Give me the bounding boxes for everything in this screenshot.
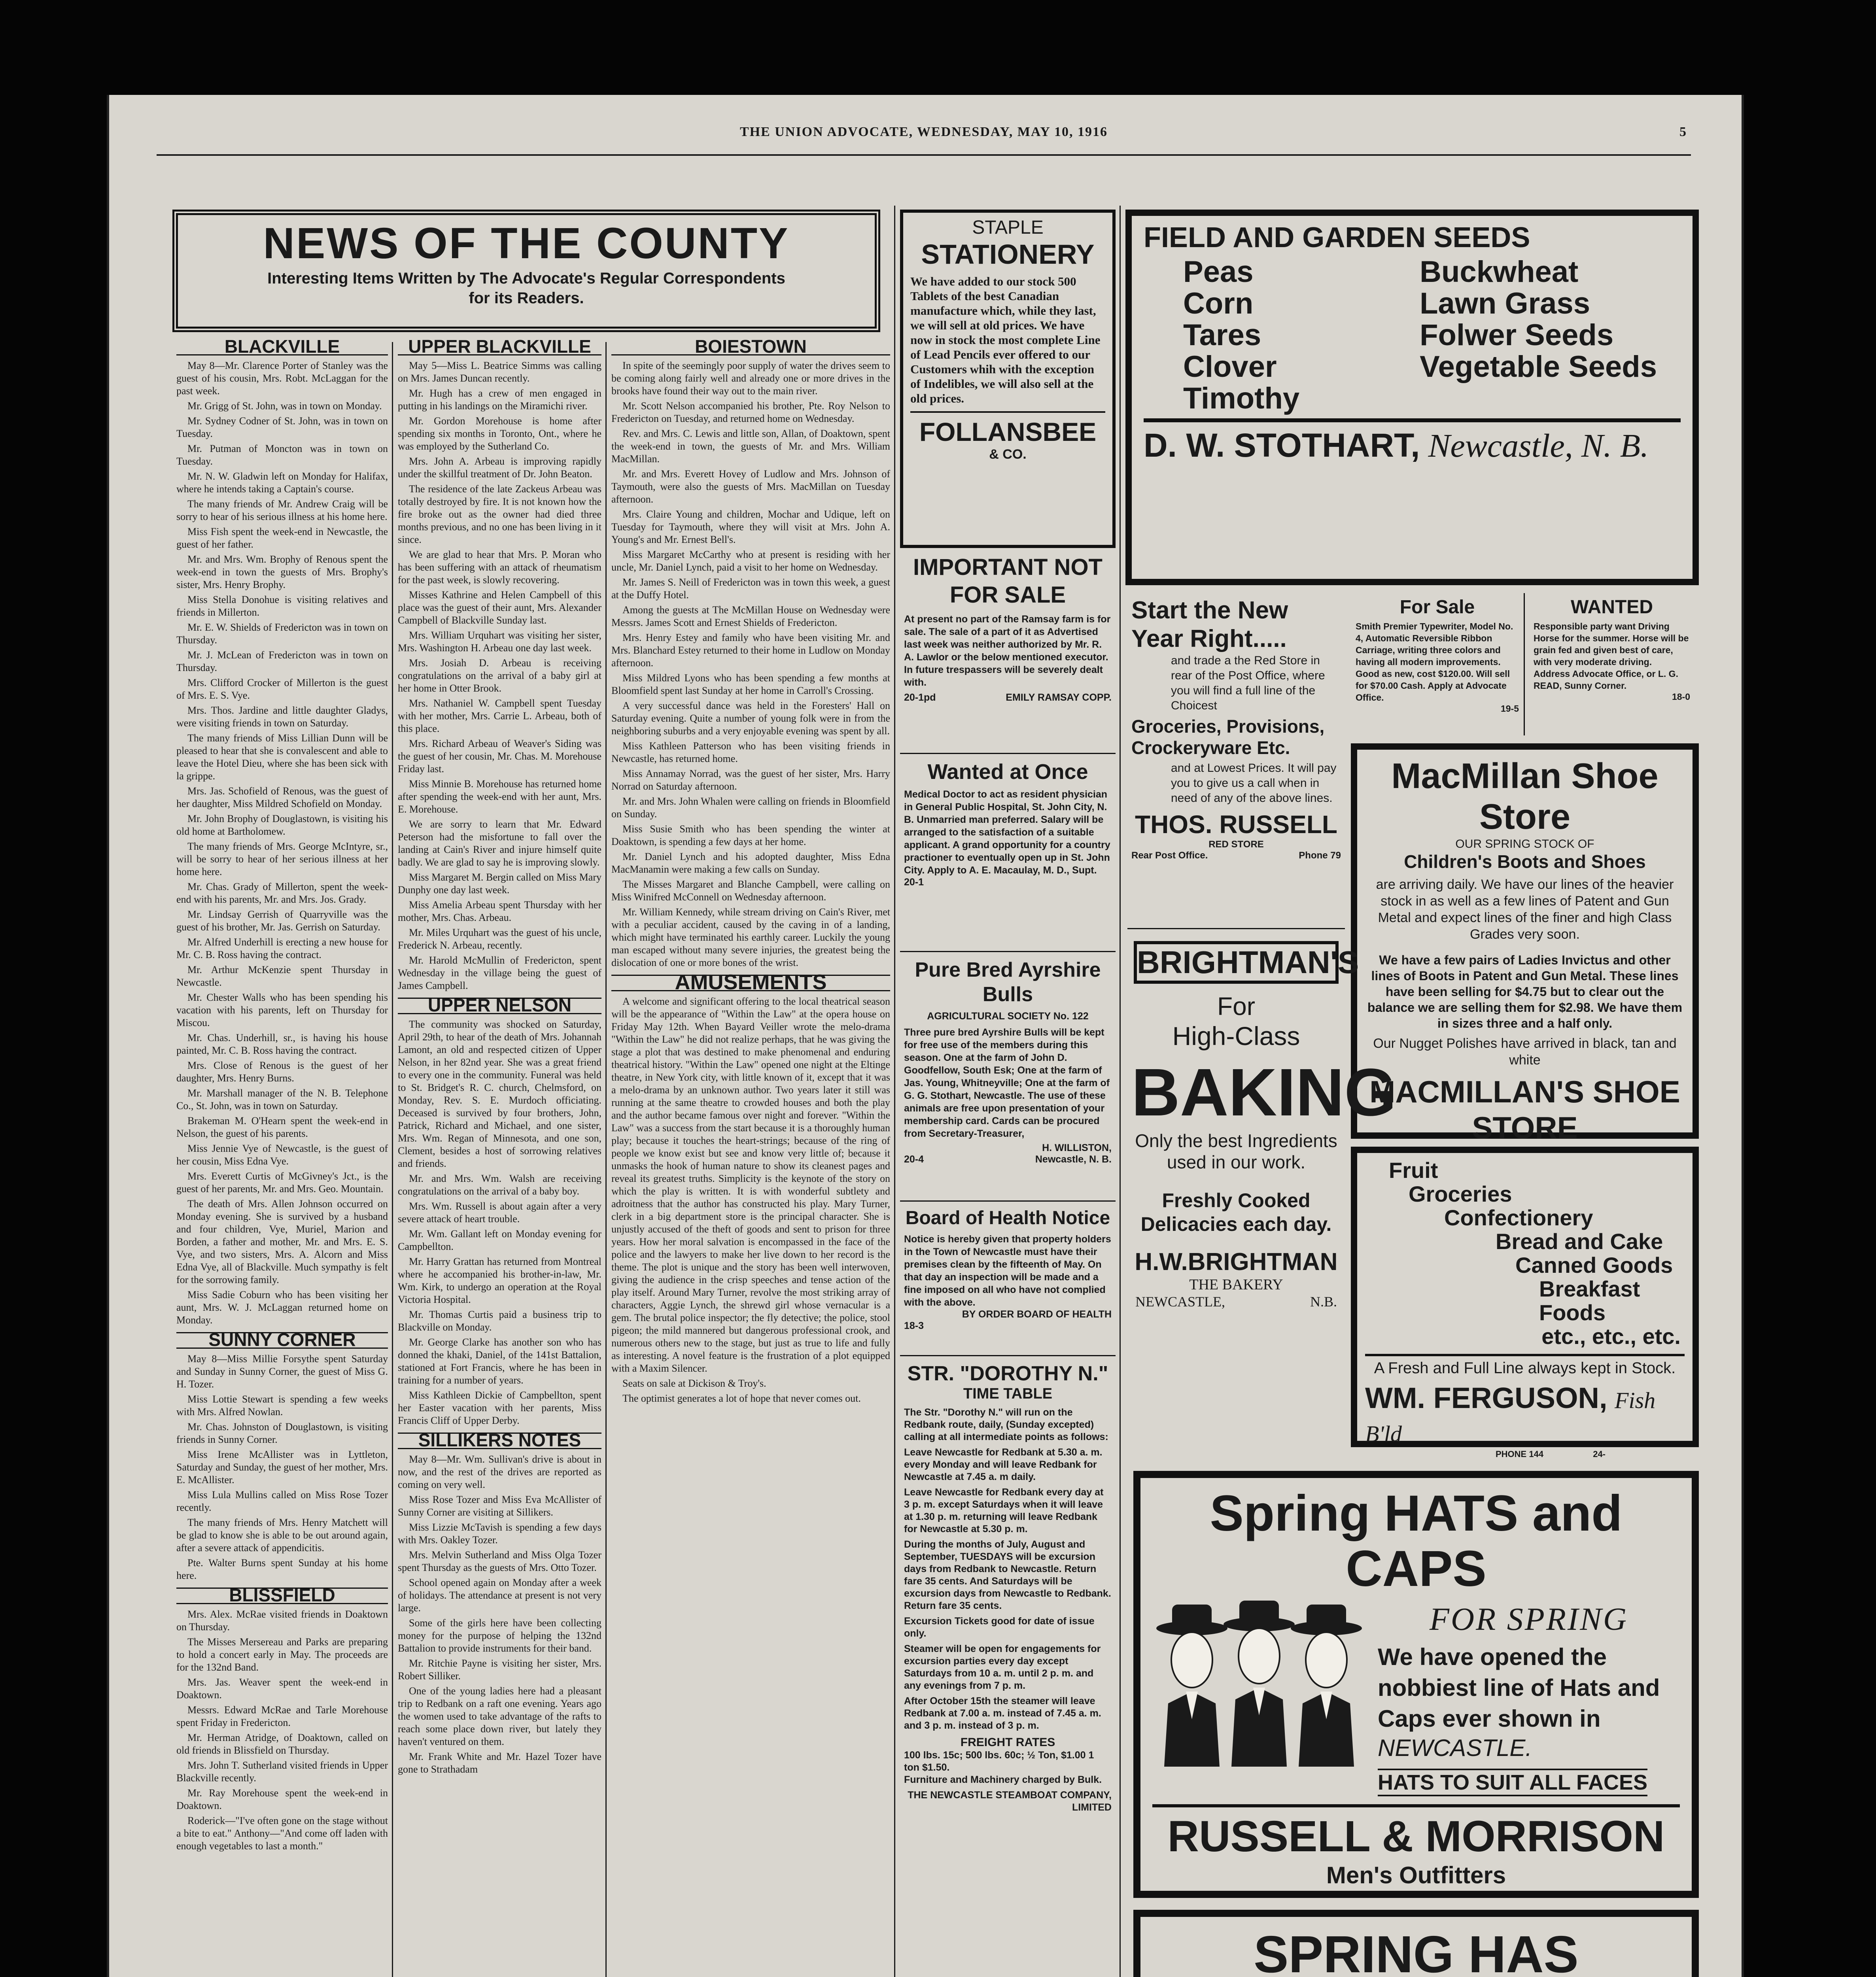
ferguson-code: 24- bbox=[1593, 1449, 1606, 1459]
ferguson-line: Fruit bbox=[1389, 1158, 1438, 1183]
news-item: The optimist generates a lot of hope that never comes out. bbox=[622, 1393, 861, 1404]
seed-item: Buckwheat bbox=[1420, 255, 1579, 289]
ferguson-line: etc., etc., etc. bbox=[1541, 1324, 1681, 1349]
sillikers-section bbox=[398, 1453, 601, 1776]
column-2 bbox=[398, 336, 601, 1977]
seeds-place: Newcastle, N. B. bbox=[1428, 427, 1649, 464]
news-item: Mr. Harold McMullin of Fredericton, spent Wednesday in the village being the guest of James Campbell. bbox=[398, 954, 601, 991]
news-item: Mrs. Jas. Schofield of Renous, was the guest of her daughter, Miss Mildred Schofield on Monday. bbox=[176, 785, 388, 809]
macmillan-ad bbox=[1351, 743, 1699, 1145]
ayrshire-ad bbox=[900, 952, 1116, 1202]
news-item: One of the young ladies here had a pleasant trip to Redbank on a raft one evening. Years ago the women used to take advantage of the rafts to reach some place down river, but lately they haven't ventured on them. bbox=[398, 1685, 601, 1747]
news-item: Mr. Chas. Johnston of Douglastown, is visiting friends in Sunny Corner. bbox=[176, 1421, 388, 1445]
amusements-section bbox=[611, 995, 890, 1405]
news-item: The Misses Margaret and Blanche Campbell, were calling on Miss Winifred McConnell on Wednesday afternoon. bbox=[611, 879, 890, 903]
seeds-right-list bbox=[1420, 256, 1681, 414]
news-banner bbox=[172, 210, 880, 332]
news-item: Seats on sale at Dickison & Troy's. bbox=[622, 1378, 766, 1389]
russell-body2: and at Lowest Prices. It will pay you to give us a call when in need of any of the above lines. bbox=[1171, 762, 1337, 805]
ferguson-line: Confectionery bbox=[1444, 1205, 1593, 1230]
brightman-only: Only the best Ingredients used in our work. bbox=[1135, 1130, 1337, 1172]
news-item: Mr. E. W. Shields of Fredericton was in town on Thursday. bbox=[176, 622, 388, 646]
column-rule bbox=[1120, 206, 1121, 1977]
news-item: Mr. Scott Nelson accompanied his brother, Pte. Roy Nelson to Fredericton on Tuesday, and returned home on Wednesday. bbox=[611, 400, 890, 424]
for-sale-code: 19-5 bbox=[1500, 703, 1519, 714]
section-heading: BOIESTOWN bbox=[611, 340, 890, 355]
news-item: Miss Lizzie McTavish is spending a few days with Mrs. Oakley Tozer. bbox=[398, 1521, 601, 1546]
news-item: Mr. Frank White and Mr. Hazel Tozer have gone to Strathadam bbox=[398, 1751, 601, 1775]
seed-item: Clover bbox=[1183, 350, 1277, 384]
news-item: The many friends of Mrs. Henry Matchett will be glad to know she is able to be out around again, after a severe attack of appendicitis. bbox=[176, 1517, 388, 1554]
important-ad bbox=[900, 548, 1116, 754]
news-item: The many friends of Miss Lillian Dunn will be pleased to hear that she is convalescent and able to leave the Hotel Dieu, where she has been sick with la grippe. bbox=[176, 732, 388, 782]
seeds-merchant: D. W. STOTHART, bbox=[1144, 427, 1420, 464]
ferguson-phone: PHONE 144 bbox=[1496, 1449, 1544, 1459]
masthead-rule bbox=[157, 154, 1691, 156]
freight-title: FREIGHT RATES bbox=[960, 1736, 1055, 1749]
newspaper-page bbox=[107, 95, 1744, 1977]
news-item: Rev. and Mrs. C. Lewis and little son, Allan, of Doaktown, spent the week-end in town, the guests of Mr. and Mrs. William MacMillan. bbox=[611, 428, 890, 465]
news-item: A very successful dance was held in the Foresters' Hall on Saturday evening. Quite a number of young folk were in from the neighboring suburbs and a very enjoyable evening was spent by all. bbox=[611, 700, 890, 737]
upper-nelson-section bbox=[398, 1018, 601, 1427]
news-item: Mr. and Mrs. Everett Hovey of Ludlow and Mrs. Johnson of Taymouth, were also the guests of Mrs. MacMillan on Tuesday afternoon. bbox=[611, 468, 890, 505]
news-item: Mr. Ray Morehouse spent the week-end in Doaktown. bbox=[176, 1787, 388, 1811]
stationery-brand-block bbox=[910, 411, 1105, 462]
masthead bbox=[157, 125, 1691, 152]
news-item: Mr. William Kennedy, while stream driving on Cain's River, met with a peculiar accident, caused by the caving in of a landing, which might have terminated his earthly career. Luckily the young man escaped without many severe injuries, the greatest being the dislocation of one or more bones of the wrist. bbox=[611, 906, 890, 968]
news-item: Mr. Hugh has a crew of men engaged in putting in his landings on the Miramichi river. bbox=[398, 387, 601, 412]
wanted-once-body: Medical Doctor to act as resident physician in General Public Hospital, St. John City, N. B. Unmarried man preferred. Salary will be arranged to the satisfaction of a suitable applicant. A grand opportunity for a country practioner to eventually open up in St. John City. Apply to A. E. Macaulay, M. D., Supt. bbox=[904, 789, 1110, 876]
news-item: Miss Kathleen Patterson who has been visiting friends in Newcastle, has returned home. bbox=[611, 740, 890, 764]
macmillan-footer: MACMILLAN'S SHOE STORE bbox=[1369, 1074, 1680, 1145]
macmillan-body1: are arriving daily. We have our lines of the heavier stock in as well as a few lines of Patent and Gun Metal and expect lines of the finer and high Class Grades very soon. bbox=[1376, 877, 1674, 942]
news-item: Mr. Alfred Underhill is erecting a new house for Mr. C. B. Ross having the contract. bbox=[176, 936, 388, 960]
news-item: The many friends of Mrs. George McIntyre, sr., will be sorry to hear of her serious illness at her home here. bbox=[176, 841, 388, 877]
health-code: 18-3 bbox=[904, 1320, 924, 1331]
ayrshire-title: Pure Bred Ayrshire Bulls bbox=[915, 958, 1101, 1006]
ferguson-footer bbox=[1365, 1449, 1685, 1459]
news-item: Mr. Harry Grattan has returned from Montreal where he accompanied his brother-in-law, Mr. Wm. Kirk, to undergo an operation at the Royal Victoria Hospital. bbox=[398, 1256, 601, 1305]
freight-rates: 100 lbs. 15c; 500 lbs. 60c; ½ Ton, $1.00 1 ton $1.50. bbox=[904, 1750, 1094, 1773]
news-subtitle: Interesting Items Written by The Advocate's Regular Correspondents for its Readers. bbox=[267, 270, 785, 307]
wanted-body: Responsible party want Driving Horse for the summer. Horse will be grain fed and given best of care, with very moderate driving. Address Advocate Office, or L. G. READ, Sunny Corner. bbox=[1534, 621, 1689, 691]
seed-item: Lawn Grass bbox=[1420, 287, 1590, 320]
news-item: Mrs. Richard Arbeau of Weaver's Siding was the guest of her cousin, Mr. Chas. M. Morehouse Friday last. bbox=[398, 738, 601, 775]
brightman-town-line bbox=[1131, 1293, 1341, 1310]
health-by: BY ORDER BOARD OF HEALTH bbox=[962, 1309, 1112, 1320]
russell-body: and trade a the Red Store in rear of the Post Office, where you will find a full line of the Choicest bbox=[1171, 654, 1325, 712]
news-item: School opened again on Monday after a week of holidays. The attendance at present is not very large. bbox=[398, 1577, 601, 1614]
news-item: Mr. Putman of Moncton was in town on Tuesday. bbox=[176, 443, 388, 467]
news-item: Mr. Thomas Curtis paid a business trip to Blackville on Monday. bbox=[398, 1309, 601, 1333]
section-heading: UPPER BLACKVILLE bbox=[398, 340, 601, 355]
news-item: Mr. Sydney Codner of St. John, was in town on Tuesday. bbox=[176, 415, 388, 439]
news-item: Miss Minnie B. Morehouse has returned home after spending the week-end with her aunt, Mrs. E. Morehouse. bbox=[398, 778, 601, 815]
news-item: The Misses Mersereau and Parks are preparing to hold a concert early in May. The proceeds are for the 132nd Band. bbox=[176, 1636, 388, 1673]
russell-store: RED STORE bbox=[1208, 839, 1264, 850]
upper-blackville-section bbox=[398, 359, 601, 992]
news-item: Mr. J. McLean of Fredericton was in town on Thursday. bbox=[176, 649, 388, 673]
news-item: The residence of the late Zackeus Arbeau was totally destroyed by fire. It is not known how the fire broke out as the owner had died three months previous, and no one has been living in it since. bbox=[398, 483, 601, 545]
section-heading: SILLIKERS NOTES bbox=[398, 1433, 601, 1449]
brightman-prov: N.B. bbox=[1310, 1294, 1337, 1310]
section-heading: UPPER NELSON bbox=[398, 998, 601, 1014]
column-3 bbox=[611, 336, 890, 1977]
important-code: 20-1pd bbox=[904, 692, 936, 703]
schedule-line: After October 15th the steamer will leave Redbank at 7.00 a. m. instead of 7.45 a. m. and 3 p. m. instead of 3 p. m. bbox=[904, 1695, 1101, 1731]
news-item: We are glad to hear that Mrs. P. Moran who has been suffering with an attack of rheumatism for the past week, is slowly recovering. bbox=[398, 549, 601, 586]
hats-ad bbox=[1133, 1471, 1699, 1898]
masthead-title: THE UNION ADVOCATE, WEDNESDAY, MAY 10, 1916 bbox=[739, 125, 1108, 139]
ayrshire-place: Newcastle, N. B. bbox=[1035, 1154, 1112, 1165]
schedule-line: Leave Newcastle for Redbank at 5.30 a. m. every Monday and will leave Redbank for Newcastle at 7.45 a. m daily. bbox=[904, 1447, 1103, 1482]
important-body: At present no part of the Ramsay farm is for sale. The sale of a part of it as Advertised last week was neither authorized by Mr. R. A. Lawlor or the below mentioned executor. In future trespassers will be severely dealt with. bbox=[904, 614, 1111, 688]
news-item: Mrs. Close of Renous is the guest of her daughter, Mrs. Henry Burns. bbox=[176, 1060, 388, 1084]
column-4-ads bbox=[900, 210, 1116, 1977]
wanted-once-title: Wanted at Once bbox=[927, 760, 1088, 784]
news-item: Mrs. Henry Estey and family who have been visiting Mr. and Mrs. Blanchard Estey returned to their home in Ludlow on Monday afternoon. bbox=[611, 632, 890, 669]
ferguson-lines bbox=[1365, 1159, 1685, 1348]
seeds-merchant-line bbox=[1144, 418, 1681, 465]
column-1 bbox=[176, 336, 388, 1977]
ferguson-ad bbox=[1351, 1147, 1699, 1459]
seed-item: Corn bbox=[1183, 287, 1254, 320]
seeds-ad bbox=[1125, 210, 1699, 585]
news-item: Miss Margaret McCarthy who at present is residing with her uncle, Mr. Daniel Lynch, paid a visit to her home on Wednesday. bbox=[611, 549, 890, 573]
section-heading: AMUSEMENTS bbox=[611, 975, 890, 991]
ferguson-line: Canned Goods bbox=[1515, 1253, 1673, 1278]
brightman-for: For bbox=[1217, 992, 1255, 1021]
blissfield-section bbox=[176, 1608, 388, 1852]
important-signed: EMILY RAMSAY COPP. bbox=[1006, 692, 1112, 703]
ferguson-line: Breakfast Foods bbox=[1539, 1276, 1640, 1325]
page-number: 5 bbox=[1679, 125, 1687, 139]
news-item: Brakeman M. O'Hearn spent the week-end in Nelson, the guest of his parents. bbox=[176, 1115, 388, 1139]
seed-item: Folwer Seeds bbox=[1420, 318, 1614, 352]
russell-ad bbox=[1127, 593, 1345, 929]
sunny-corner-section bbox=[176, 1353, 388, 1582]
russell-where: Rear Post Office. bbox=[1131, 850, 1208, 861]
news-item: Messrs. Edward McRae and Tarle Morehouse spent Friday in Fredericton. bbox=[176, 1704, 388, 1728]
news-item: Mrs. Alex. McRae visited friends in Doaktown on Thursday. bbox=[176, 1608, 388, 1633]
brightman-high: High-Class bbox=[1172, 1021, 1300, 1051]
seeds-lists bbox=[1144, 256, 1681, 414]
news-item: Miss Irene McAllister was in Lyttleton, Saturday and Sunday, the guest of her mother, Mrs. E. McAllister. bbox=[176, 1449, 388, 1486]
ferguson-line: Bread and Cake bbox=[1496, 1229, 1663, 1254]
health-body: Notice is hereby given that property holders in the Town of Newcastle must have their premises clean by the fifteenth of May. On that day an inspection will be made and a fine imposed on all who have not complied with the above. bbox=[904, 1234, 1111, 1308]
ferguson-name-line bbox=[1365, 1381, 1685, 1449]
news-item: We are sorry to learn that Mr. Edward Peterson had the misfortune to fall over the landing at Cain's River and injure himself quite badly. We are glad to say he is improving slowly. bbox=[398, 818, 601, 868]
ferguson-line: Groceries bbox=[1409, 1181, 1512, 1206]
russell-goods: Groceries, Provisions, Crockeryware Etc. bbox=[1131, 716, 1325, 758]
seeds-left-list bbox=[1144, 256, 1299, 414]
news-item: Miss Sadie Coburn who has been visiting her aunt, Mrs. W. J. McLaggan returned home on Monday. bbox=[176, 1289, 388, 1326]
brightman-ad bbox=[1127, 937, 1397, 1447]
brightman-fresh: Freshly Cooked Delicacies each day. bbox=[1140, 1189, 1332, 1235]
hats-outfit: Men's Outfitters bbox=[1326, 1862, 1506, 1888]
stationery-title: STATIONERY bbox=[921, 239, 1095, 270]
news-item: Miss Mildred Lyons who has been spending a few months at Bloomfield spent last Sunday at her home in Carroll's Crossing. bbox=[611, 672, 890, 696]
news-item: Miss Rose Tozer and Miss Eva McAllister of Sunny Corner are visiting at Sillikers. bbox=[398, 1494, 601, 1518]
important-footer bbox=[904, 692, 1112, 703]
news-item: Mr. Grigg of St. John, was in town on Monday. bbox=[187, 400, 382, 412]
news-item: Mrs. Clifford Crocker of Millerton is the guest of Mrs. E. S. Vye. bbox=[176, 677, 388, 701]
russell-name: THOS. RUSSELL bbox=[1135, 810, 1338, 839]
important-title: IMPORTANT NOT FOR SALE bbox=[913, 554, 1103, 608]
column-rule bbox=[605, 342, 607, 1977]
for-sale-ad bbox=[1351, 593, 1525, 735]
news-item: Mr. Daniel Lynch and his adopted daughter, Miss Edna MacManamin were making a few calls on Sunday. bbox=[611, 851, 890, 875]
news-item: Mr. Chas. Underhill, sr., is having his house painted, Mr. C. B. Ross having the contract. bbox=[176, 1032, 388, 1056]
news-title: NEWS OF THE COUNTY bbox=[263, 219, 790, 268]
spring-ad bbox=[1133, 1910, 1699, 1977]
wanted-code: 18-0 bbox=[1672, 692, 1690, 702]
russell-title: Start the New Year Right..... bbox=[1131, 597, 1288, 652]
macmillan-sub1: OUR SPRING STOCK OF bbox=[1455, 837, 1594, 851]
ayrshire-footer bbox=[904, 1154, 1112, 1165]
news-item: Mr. George Clarke has another son who has donned the khaki, Daniel, of the 141st Battalion, stationed at Fort Francis, where he has been in training for a number of years. bbox=[398, 1336, 601, 1386]
news-item: Mr. Marshall manager of the N. B. Telephone Co., St. John, was in town on Saturday. bbox=[176, 1087, 388, 1111]
seed-item: Vegetable Seeds bbox=[1420, 350, 1657, 384]
news-item: Mrs. Josiah D. Arbeau is receiving congratulations on the arrival of a baby girl at her home in Otter Brook. bbox=[398, 657, 601, 694]
stationery-brand: FOLLANSBEE bbox=[919, 417, 1097, 446]
news-item: Mr. Gordon Morehouse is home after spending six months in Toronto, Ont., where he was employed by the Sutherland Co. bbox=[398, 415, 601, 452]
brightman-bakery: THE BAKERY bbox=[1189, 1276, 1283, 1293]
macmillan-body2: We have a few pairs of Ladies Invictus and other lines of Boots in Patent and Gun Metal. These lines have been selling for $4.75 but to clear out the balance we are selling them for $2.98. We have them in sizes three and a half only. bbox=[1367, 953, 1683, 1030]
russell-phone: Phone 79 bbox=[1299, 850, 1341, 861]
russell-footer bbox=[1131, 850, 1341, 861]
news-item: May 5—Miss L. Beatrice Simms was calling on Mrs. James Duncan recently. bbox=[398, 360, 601, 384]
section-heading: BLISSFIELD bbox=[176, 1588, 388, 1604]
news-item: Mrs. John A. Arbeau is improving rapidly under the skillful treatment of Dr. John Beaton. bbox=[398, 456, 601, 480]
brightman-name: BRIGHTMAN'S bbox=[1134, 941, 1339, 984]
news-item: Miss Kathleen Dickie of Campbellton, spent her Easter vacation with her parents, Miss Francis Cliff of Upper Derby. bbox=[398, 1389, 601, 1426]
wanted-once-ad bbox=[900, 754, 1116, 952]
news-item: Miss Susie Smith who has been spending the winter at Doaktown, is spending a few days at her home. bbox=[611, 823, 890, 847]
macmillan-title: MacMillan Shoe Store bbox=[1391, 756, 1659, 837]
news-item: Pte. Walter Burns spent Sunday at his home here. bbox=[176, 1557, 388, 1581]
boiestown-section bbox=[611, 359, 890, 969]
seed-item: Peas bbox=[1183, 255, 1254, 289]
hats-town: NEWCASTLE. bbox=[1378, 1735, 1532, 1761]
news-item: Miss Fish spent the week-end in Newcastle, the guest of her father. bbox=[176, 526, 388, 550]
spring-title: SPRING HAS bbox=[1254, 1925, 1579, 1977]
seed-item: Timothy bbox=[1183, 382, 1300, 415]
dorothy-company: THE NEWCASTLE STEAMBOAT COMPANY, LIMITED bbox=[908, 1790, 1112, 1813]
hats-body: We have opened the nobbiest line of Hats and Caps ever shown in bbox=[1378, 1644, 1660, 1732]
dorothy-schedule bbox=[904, 1406, 1112, 1732]
news-item: Miss Jennie Vye of Newcastle, is the guest of her cousin, Miss Edna Vye. bbox=[176, 1143, 388, 1167]
news-item: Miss Stella Donohue is visiting relatives and friends in Millerton. bbox=[176, 594, 388, 618]
ayrshire-signer: H. WILLISTON, bbox=[1042, 1142, 1112, 1153]
seed-item: Tares bbox=[1183, 318, 1261, 352]
health-ad bbox=[900, 1202, 1116, 1356]
news-item: The many friends of Mr. Andrew Craig will be sorry to hear of his serious illness at his home here. bbox=[176, 498, 388, 522]
news-item: Miss Margaret M. Bergin called on Miss Mary Dunphy one day last week. bbox=[398, 871, 601, 896]
news-item: Mr. Arthur McKenzie spent Thursday in Newcastle. bbox=[176, 964, 388, 988]
news-item: May 8—Miss Millie Forsythe spent Saturday and Sunday in Sunny Corner, the guest of Miss G. H. Tozer. bbox=[176, 1353, 388, 1390]
news-item: Miss Lottie Stewart is spending a few weeks with Mrs. Alfred Nowlan. bbox=[176, 1393, 388, 1418]
news-item: Mrs. Jas. Weaver spent the week-end in Doaktown. bbox=[176, 1676, 388, 1701]
column-rule bbox=[392, 342, 393, 1977]
column-rule bbox=[894, 206, 895, 1977]
hats-firm: RUSSELL & MORRISON bbox=[1152, 1804, 1680, 1862]
news-item: Mr. and Mrs. Wm. Brophy of Renous spent the week-end in town the guests of Mrs. Brophy's sister, Mrs. Henry Brophy. bbox=[176, 554, 388, 590]
news-item: Among the guests at The McMillan House on Wednesday were Messrs. James Scott and Ernest Shields of Fredericton. bbox=[611, 604, 890, 628]
three-men-in-hats-icon bbox=[1152, 1601, 1366, 1767]
section-heading: BLACKVILLE bbox=[176, 340, 388, 355]
macmillan-sub2: Children's Boots and Shoes bbox=[1404, 851, 1646, 872]
news-item: Mr. and Mrs. John Whalen were calling on friends in Bloomfield on Sunday. bbox=[611, 796, 890, 820]
ayrshire-body: Three pure bred Ayrshire Bulls will be kept for free use of the members during this season. One at the farm of John D. Goodfellow, South Esk; One at the farm of Jas. Young, Whitneyville; One at the farm of G. G. Stothart, Newcastle. The use of these animals are free upon presentation of your membership card. Cards can be procured from Secretary-Treasurer, bbox=[904, 1027, 1110, 1139]
macmillan-body3: Our Nugget Polishes have arrived in black, tan and white bbox=[1373, 1036, 1677, 1068]
wanted-title: WANTED bbox=[1571, 597, 1653, 618]
ayrshire-society: AGRICULTURAL SOCIETY No. 122 bbox=[927, 1011, 1089, 1022]
schedule-line: Excursion Tickets good for date of issue only. bbox=[904, 1616, 1095, 1639]
news-item: Mr. James S. Neill of Fredericton was in town this week, a guest at the Duffy Hotel. bbox=[611, 576, 890, 601]
ferguson-bldg: Fish B'ld bbox=[1365, 1387, 1656, 1447]
stationery-brand-sub: & CO. bbox=[989, 447, 1027, 462]
news-item: Mr. Herman Atridge, of Doaktown, called on old friends in Blissfield on Thursday. bbox=[176, 1732, 388, 1756]
dorothy-subtitle: TIME TABLE bbox=[963, 1385, 1053, 1402]
news-item: Mr. N. W. Gladwin left on Monday for Halifax, where he intends taking a Captain's course. bbox=[176, 471, 388, 495]
news-item: Miss Lula Mullins called on Miss Rose Tozer recently. bbox=[176, 1489, 388, 1513]
news-item: The community was shocked on Saturday, April 29th, to hear of the death of Mrs. Johannah Lamont, an old and respected citizen of Upper Nelson, in her 82nd year. She was a great friend to every one in the community. Funeral was held to St. Bridget's R. C. church, Chelmsford, on Monday, Rev. S. E. Murdoch officiating. Deceased is survived by four brothers, John, Patrick, Richard and Michael, and one sister, Mrs. Wm. Regan of Minnesota, and one son, Clement, besides a host of sorrowing relatives and friends. bbox=[398, 1019, 601, 1169]
schedule-line: Steamer will be open for engagements for excursion parties every day except Saturdays from 10 a. m. until 2 p. m. and any evenings from 7 p. m. bbox=[904, 1643, 1101, 1691]
news-item: May 8—Mr. Clarence Porter of Stanley was the guest of his cousin, Mrs. Robt. McLaggan for the past week. bbox=[176, 360, 388, 397]
schedule-line: During the months of July, August and September, TUESDAYS will be excursion days from Redbank to Newcastle. Return fare 35 cents. And Saturdays will be excursion days from Newcastle to Redbank. Return fare 35 cents. bbox=[904, 1539, 1111, 1611]
news-item: In spite of the seemingly poor supply of water the drives seem to be coming along fairly well and already one or more drives in the brooks have found their way out to the main river. bbox=[611, 360, 890, 397]
for-sale-body: Smith Premier Typewriter, Model No. 4, Automatic Reversible Ribbon Carriage, writing three colors and having all modern improvements. Good as new, cost $120.00. Will sell for $70.00 Cash. Apply at Advocate Office. bbox=[1356, 621, 1513, 703]
brightman-owner: H.W.BRIGHTMAN bbox=[1135, 1248, 1338, 1276]
section-heading: SUNNY CORNER bbox=[176, 1332, 388, 1349]
news-item: Mrs. John T. Sutherland visited friends in Upper Blackville recently. bbox=[176, 1760, 388, 1784]
dorothy-ad bbox=[900, 1356, 1116, 1977]
news-item: Mr. Wm. Gallant left on Monday evening for Campbellton. bbox=[398, 1228, 601, 1252]
news-item: Miss Amelia Arbeau spent Thursday with her mother, Mrs. Chas. Arbeau. bbox=[398, 899, 601, 923]
news-item: Mrs. Nathaniel W. Campbell spent Tuesday with her mother, Mrs. Carrie L. Arbeau, both of this place. bbox=[398, 697, 601, 734]
hats-illustration bbox=[1152, 1601, 1374, 1796]
ayrshire-code: 20-4 bbox=[904, 1154, 924, 1165]
for-sale-title: For Sale bbox=[1399, 597, 1475, 618]
hats-body-row bbox=[1152, 1601, 1680, 1796]
hats-suit: HATS TO SUIT ALL FACES bbox=[1378, 1769, 1647, 1796]
news-item: Mr. Miles Urquhart was the guest of his uncle, Frederick N. Arbeau, recently. bbox=[398, 927, 601, 951]
blackville-section bbox=[176, 359, 388, 1327]
brightman-town: NEWCASTLE, bbox=[1135, 1294, 1225, 1310]
stationery-pre: STAPLE bbox=[972, 217, 1044, 238]
hats-copy bbox=[1374, 1601, 1680, 1796]
news-item: Mr. Chester Walls who has been spending his vacation with his parents, left on Thursday for Miscou. bbox=[176, 992, 388, 1028]
news-item: Mrs. Claire Young and children, Mochar and Udique, left on Tuesday for Taymouth, where they will visit at Mrs. John A. Young's and Mr. Ernest Bell's. bbox=[611, 508, 890, 545]
brightman-baking: BAKING bbox=[1131, 1055, 1397, 1130]
news-item: Mrs. William Urquhart was visiting her sister, Mrs. Washington H. Arbeau one day last week. bbox=[398, 629, 601, 654]
news-item: Mr. Lindsay Gerrish of Quarryville was the guest of his brother, Mr. Jas. Gerrish on Saturday. bbox=[176, 909, 388, 933]
schedule-line: The Str. "Dorothy N." will run on the Redbank route, daily, (Sunday excepted) calling at all intermediate points as follows: bbox=[904, 1407, 1108, 1442]
hats-title: Spring HATS and CAPS bbox=[1210, 1485, 1623, 1597]
news-item: Some of the girls here have been collecting money for the purpose of helping the 132nd Battalion to provide instruments for their band. bbox=[398, 1617, 601, 1654]
news-item: Mr. Chas. Grady of Millerton, spent the week-end with his parents, Mr. and Mrs. Jos. Grady. bbox=[176, 881, 388, 905]
news-item: Mrs. Wm. Russell is about again after a very severe attack of heart trouble. bbox=[398, 1200, 601, 1225]
dorothy-title: STR. "DOROTHY N." bbox=[907, 1362, 1108, 1385]
news-item: Mrs. Melvin Sutherland and Miss Olga Tozer spent Thursday as the guests of Mrs. Otto Tozer. bbox=[398, 1549, 601, 1573]
news-item: Mrs. Everett Curtis of McGivney's Jct., is the guest of her parents, Mr. and Mrs. Geo. Mountain. bbox=[176, 1170, 388, 1195]
seeds-title: FIELD AND GARDEN SEEDS bbox=[1144, 222, 1530, 253]
wanted-ad bbox=[1529, 593, 1695, 735]
news-item: Mr. and Mrs. Wm. Walsh are receiving congratulations on the arrival of a baby boy. bbox=[398, 1173, 601, 1197]
news-item: May 8—Mr. Wm. Sullivan's drive is about in now, and the rest of the drives are reported as coming on very well. bbox=[398, 1453, 601, 1490]
news-item: Misses Kathrine and Helen Campbell of this place was the guest of their aunt, Mrs. Alexander Campbell of Blackville Sunday last. bbox=[398, 589, 601, 626]
schedule-line: Leave Newcastle for Redbank every day at 3 p. m. except Saturdays when it will leave at 1.30 p. m. returning will leave Redbank for Newcastle at 5.30 p. m. bbox=[904, 1487, 1104, 1535]
ferguson-name: WM. FERGUSON, bbox=[1365, 1382, 1607, 1414]
freight-note: Furniture and Machinery charged by Bulk. bbox=[904, 1774, 1102, 1785]
stationery-ad bbox=[900, 210, 1116, 548]
ferguson-fresh: A Fresh and Full Line always kept in Stock. bbox=[1365, 1354, 1685, 1377]
stationery-body: We have added to our stock 500 Tablets of the best Canadian manufacture which, while they last, we will sell at old prices. We have now in stock the most complete Line of Lead Pencils ever offered to our Customers whih with the exception of Indelibles, we will also sell at the old prices. bbox=[910, 274, 1101, 405]
news-item: The death of Mrs. Allen Johnson occurred on Monday evening. She is survived by a husband and four children, Vye, Muriel, Marion and Borden, a father and mother, Mr. and Mrs. E. S. Vye, and two sisters, Mrs. A. Alcorn and Miss Edna Vye, all of Blackville. Much sympathy is felt for the sorrowing family. bbox=[176, 1198, 388, 1285]
hats-for: FOR SPRING bbox=[1429, 1601, 1628, 1637]
news-item: Roderick—"I've often gone on the stage without a bite to eat." Anthony—"And come off laden with enough vegetables to last a month." bbox=[176, 1815, 388, 1852]
wanted-once-code: 20-1 bbox=[904, 877, 924, 888]
news-item: Miss Annamay Norrad, was the guest of her sister, Mrs. Harry Norrad on Saturday afternoon. bbox=[611, 768, 890, 792]
news-item: Mr. John Brophy of Douglastown, is visiting his old home at Bartholomew. bbox=[176, 813, 388, 837]
news-item: A welcome and significant offering to the local theatrical season will be the appearance of "Within the Law" at the opera house on Friday May 12th. When Bayard Veiller wrote the melo-drama "Within the Law" he did not realize perhaps, that he was giving the stage a plot that was destined to make phenomenal and enduring theatrical history. "Within the Law" opened one night at the Eltinge theatre, in New York city, with little known of it, except that it was a melo-drama by an unknown author. Two years later it still was running at the same theatre to crowded houses and both the play and the author became famous over night and forever. "Within the Law" was a success from the start because it is a thoroughly human play; because it touches the heart-strings; because of the ring of people we know exist but see and know very little of; because it unmasks the hook of human nature to show its cleanest pages and reveal its greatest truths. Simplicity is the keynote of the story on which the play is written. It is with wonderful subtlety and adroitness that the author has constructed his play. Mary Turner, clerk in a big department store is the principal character. She is unjustly accused of the theft of goods and sent to prison for three years. How her moral salvation is encompassed in the face of the police and the lawyers to make her live down to her record is the theme. The plot is unique and the story has been well interwoven, giving the audience in the crisp speeches and tense action of the play itself. Around Mary Turner, revolve the most striking array of characters, Aggie Lynch, the shrewd girl whose vernacular is a gem. The brutal police inspector; the fly detective; the police, stool pigeon; the mild mannered but dangerous professional crook, and numerous others new to the stage, but just as true to life and fully as interesting. A novel feature is the frustration of a plot equipped with a Maxim Silencer. bbox=[611, 996, 890, 1374]
news-item: Mr. Ritchie Payne is visiting her sister, Mrs. Robert Silliker. bbox=[398, 1658, 601, 1682]
health-title: Board of Health Notice bbox=[905, 1208, 1110, 1229]
news-item: Mrs. Thos. Jardine and little daughter Gladys, were visiting friends in town on Saturday. bbox=[176, 705, 388, 729]
